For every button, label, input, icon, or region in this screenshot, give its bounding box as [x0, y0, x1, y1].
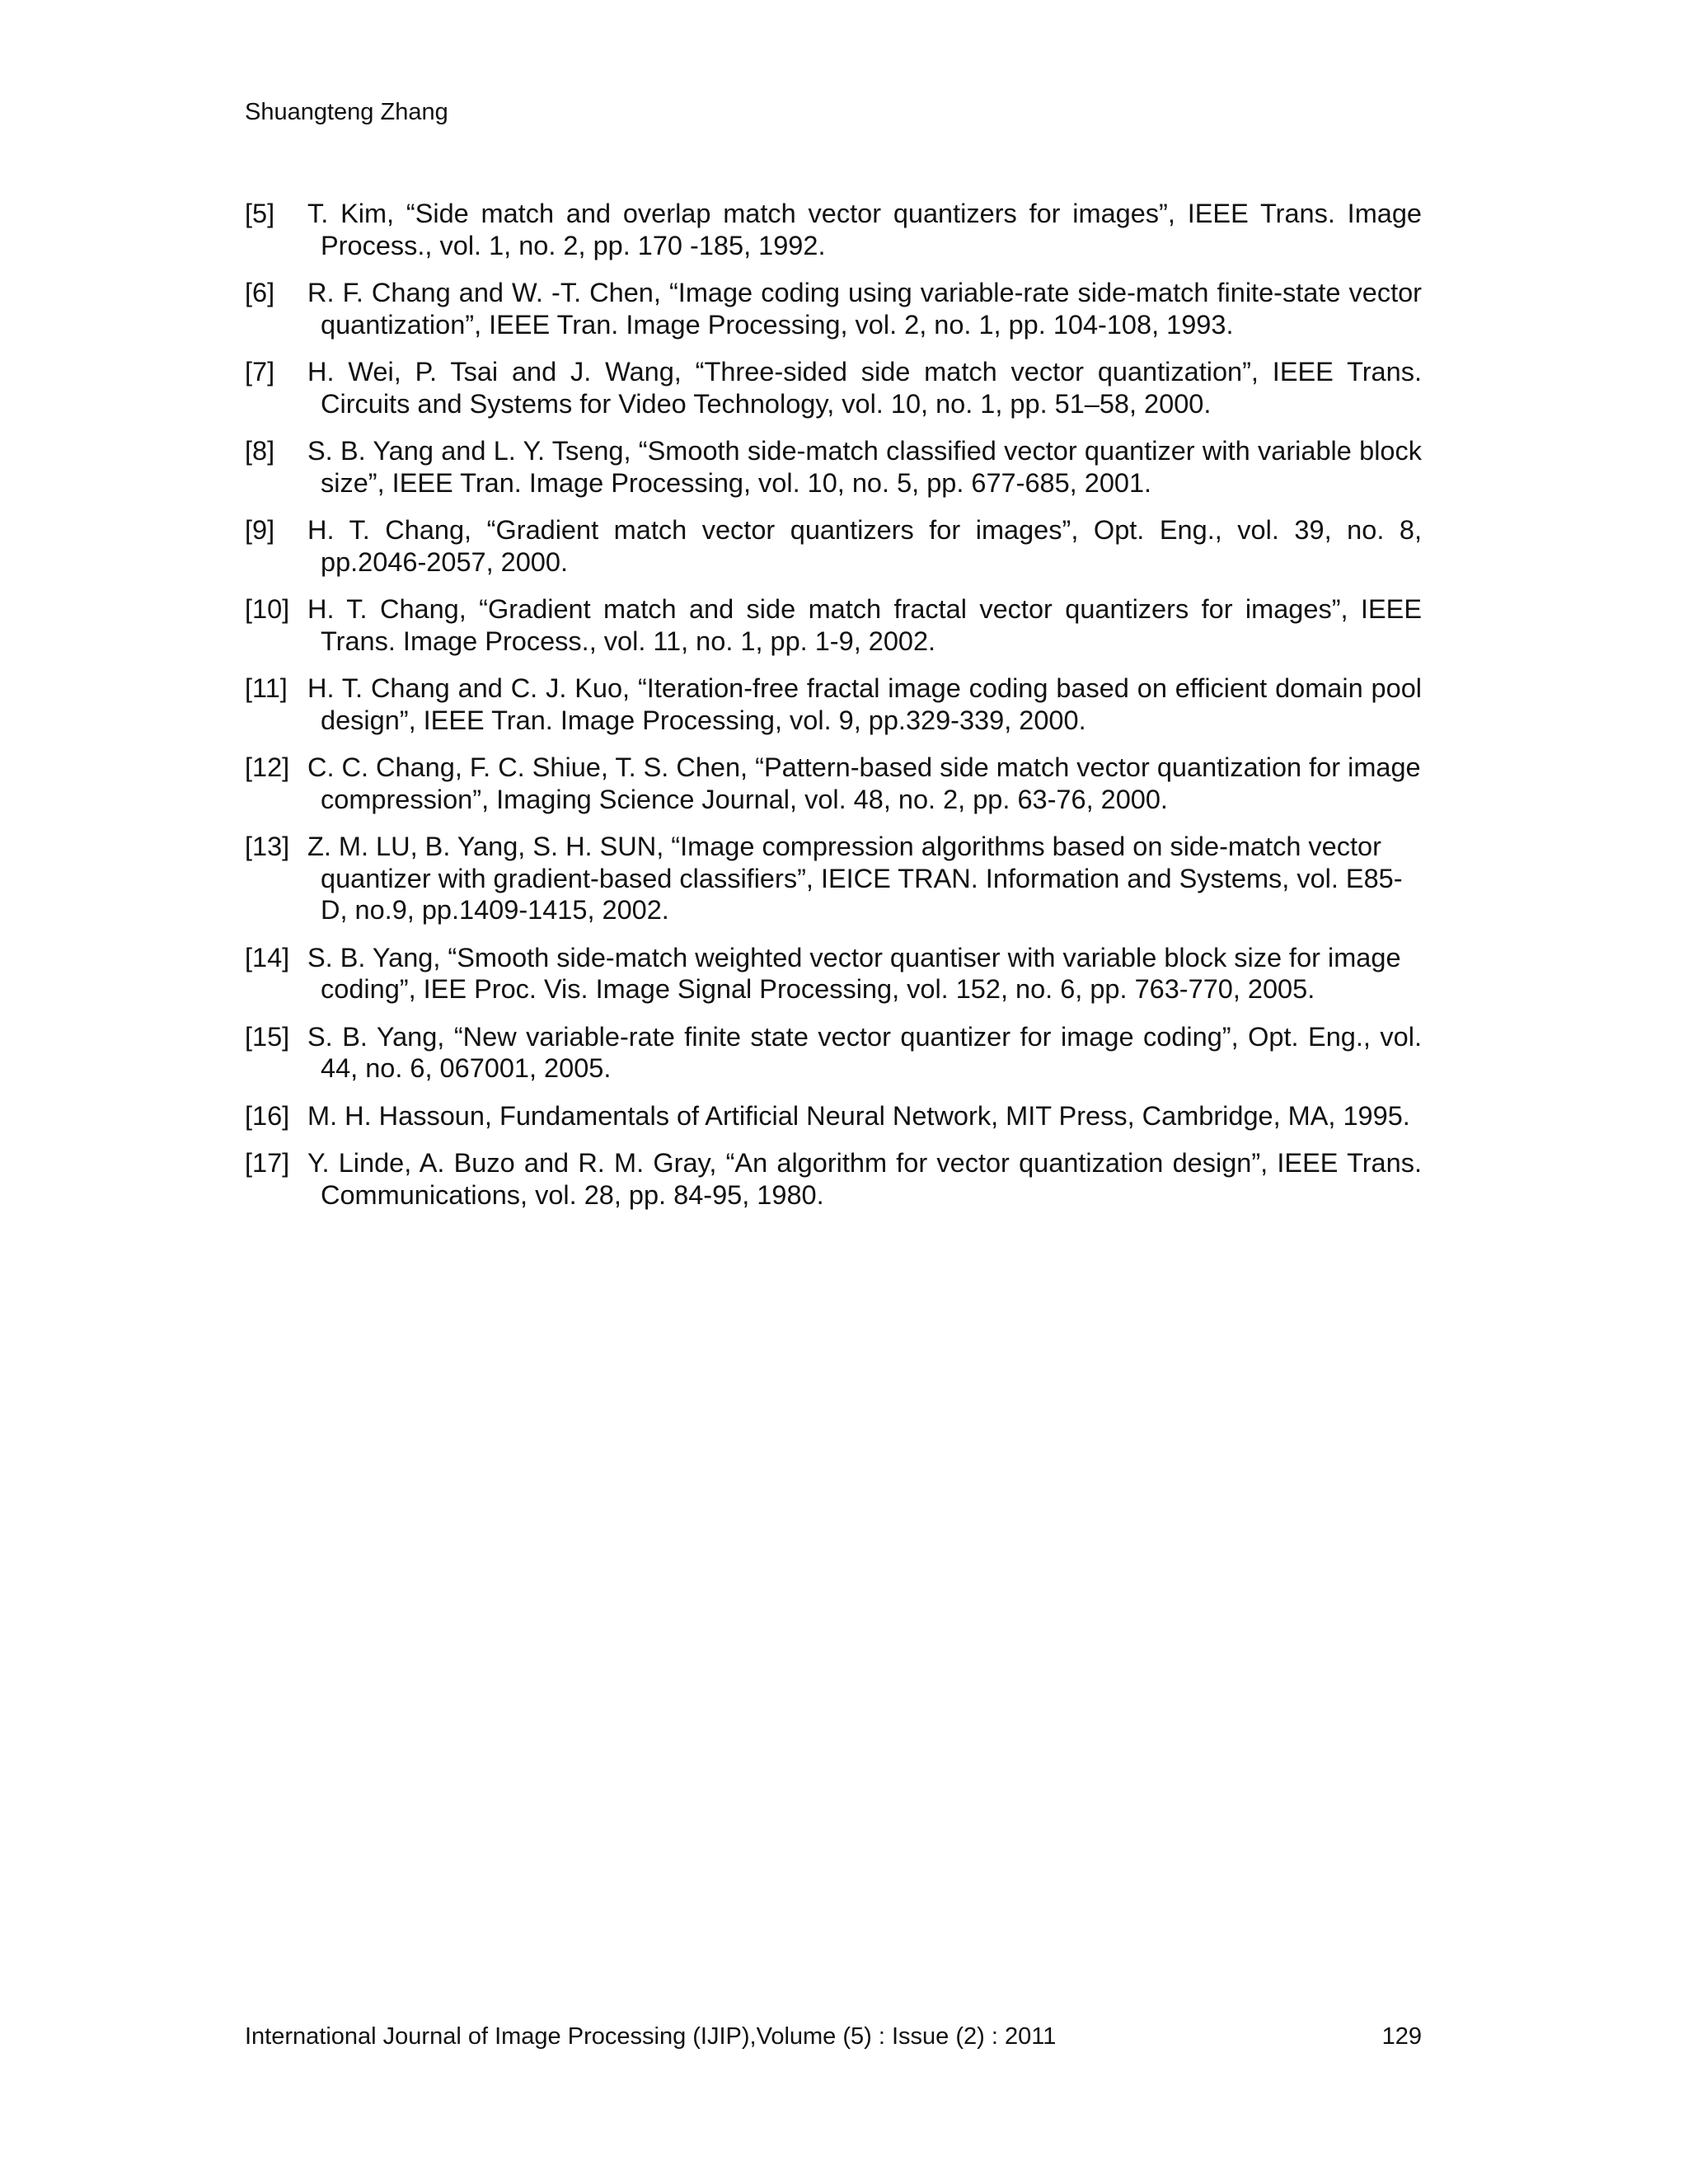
- reference-number: [16]: [245, 1100, 290, 1131]
- running-header-author: Shuangteng Zhang: [245, 99, 448, 125]
- reference-item-14: [245, 942, 1422, 1005]
- reference-item-6: [245, 277, 1422, 340]
- reference-list: [245, 198, 1422, 1226]
- reference-number: [7]: [245, 357, 275, 387]
- reference-text: S. B. Yang and L. Y. Tseng, “Smooth side-match classified vector quantizer with variable block size”, IEEE Tran. Image Processing, vol. 10, no. 5, pp. 677-685, 2001.: [307, 436, 1422, 498]
- reference-number: [8]: [245, 436, 275, 466]
- reference-text: S. B. Yang, “New variable-rate finite state vector quantizer for image coding”, Opt. Eng., vol. 44, no. 6, 067001, 2005.: [307, 1021, 1422, 1083]
- reference-text: H. T. Chang, “Gradient match vector quantizers for images”, Opt. Eng., vol. 39, no. 8, pp.2046-2057, 2000.: [307, 515, 1422, 577]
- reference-text: H. T. Chang and C. J. Kuo, “Iteration-free fractal image coding based on efficient domain pool design”, IEEE Tran. Image Processing, vol. 9, pp.329-339, 2000.: [307, 673, 1422, 735]
- reference-text: H. T. Chang, “Gradient match and side match fractal vector quantizers for images”, IEEE Trans. Image Process., vol. 11, no. 1, pp. 1-9, 2002.: [307, 594, 1422, 656]
- reference-text: S. B. Yang, “Smooth side-match weighted vector quantiser with variable block size for image coding”, IEE Proc. Vis. Image Signal Processing, vol. 152, no. 6, pp. 763-770, 2005.: [307, 942, 1401, 1004]
- reference-text: H. Wei, P. Tsai and J. Wang, “Three-sided side match vector quantization”, IEEE Trans. Circuits and Systems for Video Technology, vol. 10, no. 1, pp. 51–58, 2000.: [307, 357, 1422, 419]
- reference-number: [11]: [245, 673, 288, 703]
- reference-number: [10]: [245, 594, 290, 624]
- reference-item-5: [245, 198, 1422, 261]
- reference-text: Y. Linde, A. Buzo and R. M. Gray, “An algorithm for vector quantization design”, IEEE Trans. Communications, vol. 28, pp. 84-95, 1980.: [307, 1148, 1422, 1210]
- reference-number: [12]: [245, 752, 290, 782]
- reference-number: [14]: [245, 942, 290, 972]
- reference-number: [9]: [245, 515, 275, 545]
- reference-text: C. C. Chang, F. C. Shiue, T. S. Chen, “Pattern-based side match vector quantization for image compression”, Imaging Science Journal, vol. 48, no. 2, pp. 63-76, 2000.: [307, 752, 1421, 814]
- reference-item-7: [245, 356, 1422, 419]
- footer-journal-title: International Journal of Image Processing (IJIP),Volume (5) : Issue (2) : 2011: [245, 2023, 1057, 2050]
- reference-number: [17]: [245, 1148, 290, 1178]
- page-number: 129: [1381, 2023, 1422, 2050]
- reference-item-12: [245, 752, 1422, 815]
- reference-text: Z. M. LU, B. Yang, S. H. SUN, “Image compression algorithms based on side-match vector quantizer with gradient-based classifiers”, IEICE TRAN. Information and Systems, vol. E85-D, no.9, pp.1409-1415, 2002.: [307, 832, 1403, 925]
- reference-item-9: [245, 514, 1422, 578]
- reference-number: [6]: [245, 278, 275, 307]
- reference-item-15: [245, 1021, 1422, 1085]
- reference-number: [5]: [245, 199, 275, 228]
- reference-text: M. H. Hassoun, Fundamentals of Artificial Neural Network, MIT Press, Cambridge, MA, 1995.: [307, 1100, 1410, 1131]
- reference-item-16: [245, 1100, 1422, 1132]
- reference-text: R. F. Chang and W. -T. Chen, “Image coding using variable-rate side-match finite-state vector quantization”, IEEE Tran. Image Processing, vol. 2, no. 1, pp. 104-108, 1993.: [307, 278, 1422, 340]
- reference-number: [13]: [245, 832, 290, 861]
- reference-item-10: [245, 593, 1422, 657]
- reference-text: T. Kim, “Side match and overlap match vector quantizers for images”, IEEE Trans. Image Process., vol. 1, no. 2, pp. 170 -185, 1992.: [307, 199, 1422, 260]
- reference-number: [15]: [245, 1021, 290, 1052]
- reference-item-11: [245, 673, 1422, 736]
- reference-item-17: [245, 1147, 1422, 1211]
- reference-item-13: [245, 831, 1422, 926]
- reference-item-8: [245, 435, 1422, 499]
